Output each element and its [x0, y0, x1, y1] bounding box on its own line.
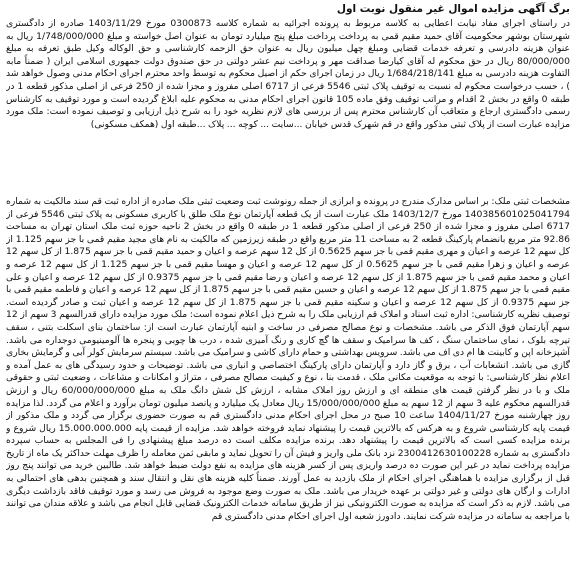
notice-title: برگ آگهی مزایده اموال غیر منقول نوبت اول [336, 3, 570, 15]
notice-paragraph-2: مشخصات ثبتی ملک: بر اساس مدارک مندرج در پرونده و ابرازی از جمله رونوشت ثبت وضعیت ثبتی ملک صادره از اداره ثبت قم سند مالکیت به شماره 140385601025041794 مورخ 1403/12/7 ملک عبارت است از یک قطعه آپارتمان نوع ملک طلق با کاربری مسکونی به پلاک ثبتی 5546 فرعی از 6717 اصلی مفروز و مجزا شده از 250 فرعی از اصلی مذکور قطعه 1 در طبقه 0 واقع در بخش 2 ناحیه حوزه ثبت ملک استان تهران به مساحت 92.86 متر مربع بانضمام پارکینگ قطعه 2 به مساحت 11 متر مربع واقع در طبقه زیرزمین که مالکیت به نام های مجید مقیم قمی با جز سهم 1.125 از کل سهم 12 عرصه و اعیان و مهری مقیم قمی با جز سهم 0.5625 از کل 12 سهم عرصه و اعیان و حمید مقیم قمی با جز سهم 1.875 از کل سهم 12 عرصه و اعیان و زهرا مقیم قمی با جز سهم 0.5625 از کل سهم 12 عرصه و اعیان و مهسا مقیم قمی با جز سهم 1.125 از کل سهم 12 عرصه و اعیان و محمد مقیم قمی با جز سهم 1.875 از کل سهم 12 عرصه و اعیان و رضا مقیم قمی با جز سهم 0.9375 از کل سهم 12 عرصه و اعیان و علی مقیم قمی با جز سهم 1.875 از کل سهم 12 عرصه و اعیان و حسین مقیم قمی با جز سهم 1.875 از کل سهم 12 عرصه و اعیان و فاطمه مقیم قمی با جز سهم 0.9375 از کل سهم 12 عرصه و اعیان و سکینه مقیم قمی با جز سهم 1.875 از کل سهم 12 عرصه و اعیان ثبت و صادر گردیده است. توصیف نظریه کارشناسی: اداره ثبت اسناد و املاک قم ارزیابی ملک را به شرح ذیل اعلام نموده است: ملک مورد مزایده دارای قدرالسهم 3 سهم از 12 سهم آپارتمان فوق الذکر می باشد. مشخصات و نوع مصالح مصرفی در ساخت و ابنیه آپارتمان عبارت است از: ساختمان بنای اسکلت بتنی ، سقف تیرچه بلوک ، نمای ساختمان سنگ ، کف ها سرامیک و سقف ها گچ کاری و رنگ آمیزی شده ، درب ها چوبی و پنجره ها آلومینیومی دوجداره می باشد. آشپزخانه اپن و کابینت ها ام دی اف می باشد. سرویس بهداشتی و حمام دارای کاشی و سرامیک می باشد. سیستم سرمایش کولر آبی و گرمایش بخاری گازی می باشد. انشعابات آب ، برق و گاز دارد و آپارتمان دارای پارکینگ اختصاصی و انباری می باشد. توضیحات و حدود رسیدگی های به عمل آمده و اعلام نظر کارشناسی: با توجه به موقعیت مکانی ملک ، قدمت بنا ، نوع و کیفیت مصالح مصرفی ، متراژ و امکانات و مشاعات ، وضعیت ثبتی و حقوقی ملک و با در نظر گرفتن قیمت های منطقه ای و ارزش روز املاک مشابه ، ارزش کل شش دانگ ملک به مبلغ 60/000/000/000 ریال و ارزش قدرالسهم محکوم علیه 3 سهم از 12 سهم به مبلغ 15/000/000/000 ریال معادل یک میلیارد و پانصد میلیون تومان برآورد و اعلام می گردد. لذا مزایده روز چهارشنبه مورخ 1404/11/27 ساعت 10 صبح در محل اجرای احکام مدنی دادگستری قم به صورت حضوری برگزار می گردد و ملک مذکور از قیمت پایه کارشناسی شروع و به هرکس که بالاترین قیمت را پیشنهاد نماید فروخته خواهد شد. مزایده از قیمت پایه 15.000.000.000 ریال شروع و برنده مزایده کسی است که بالاترین قیمت را پیشنهاد دهد. برنده مزایده مکلف است ده درصد مبلغ پیشنهادی را فی المجلس به حساب سپرده دادگستری به شماره 2300412630100228 نزد بانک ملی واریز و فیش آن را تحویل نماید و مابقی ثمن معامله را ظرف مهلت حداکثر یک ماه از تاریخ مزایده پرداخت نماید در غیر این صورت ده درصد واریزی پس از کسر هزینه های مزایده به نفع دولت ضبط خواهد شد. طالبین خرید می توانند پنج روز قبل از برگزاری مزایده با هماهنگی اجرای احکام از ملک بازدید به عمل آورند. ضمناً کلیه هزینه های نقل و انتقال سند و همچنین بدهی های احتمالی به ادارات و ارگان های دولتی و غیر دولتی بر عهده خریدار می باشد. ملک به صورت وضع موجود به فروش می رسد و مورد توقیف فاقد بازداشت دیگری می باشد. لازم به ذکر است که مزایده به صورت الکترونیکی نیز از طریق سامانه خدمات الکترونیک قضایی قابل انجام می باشد و علاقه مندان می توانند با مراجعه به سامانه در مزایده شرکت نمایند. دادورز شعبه اول اجرای احکام مدنی دادگستری قم [6, 196, 570, 522]
notice-paragraph-1: در راستای اجرای مفاد نیابت اعطایی به کلاسه مربوط به پرونده اجرائیه به شماره کلاسه 0300873 مورخ 1403/11/29 صادره از دادگستری شهرستان بوشهر محکومیت آقای حمید مقیم قمی به پرداخت پرداخت مبلغ پنج میلیارد تومان به عنوان اصل خواسته و مبلغ 1/748/000/000 ریال به عنوان هزینه دادرسی و تعرفه خدمات قضایی ومبلغ چهل میلیون ریال به عنوان حق الزحمه کارشناسی و حق الوکاله وکیل طبق تعرفه به مبلغ 80/000/000 ریال در حق محکوم له آقای کیارضا صداقت مهر و پرداخت نیم عشر دولتی در حق صندوق دولت جمهوری اسلامی ایران ( ضمناً مابه التفاوت هزینه دادرسی به مبلغ 1/684/218/141 ریال در زمان اجرای حکم از اصیل محکوم به توسط واحد محترم اجرای احکام مدنی وصول خواهد شد ) ، حسب درخواست محکوم له نسبت به توقیف پلاک ثبتی 5546 فرعی از 6717 اصلی مفروز و مجزا شده از 250 فرعی از اصلی مذکور قطعه 1 در طبقه 0 واقع در بخش 2 اقدام و مراتب توقیف وفق ماده 105 قانون اجرای احکام مدنی به محکوم علیه ابلاغ گردیده است و مورد توقیف به کارشناس رسمی دادگستری ارجاع و متعاقب آن کارشناس محترم پس از بررسی های لازم نظریه خود را به شرح ذیل ارزیابی و توصیف نموده است: ملک مورد مزایده عبارت است از پلاک ثبتی مذکور واقع در قم شهرک قدس خیابان ...سایت ... کوچه ... پلاک ...طبقه اول (همکف مسکونی) [6, 18, 570, 130]
